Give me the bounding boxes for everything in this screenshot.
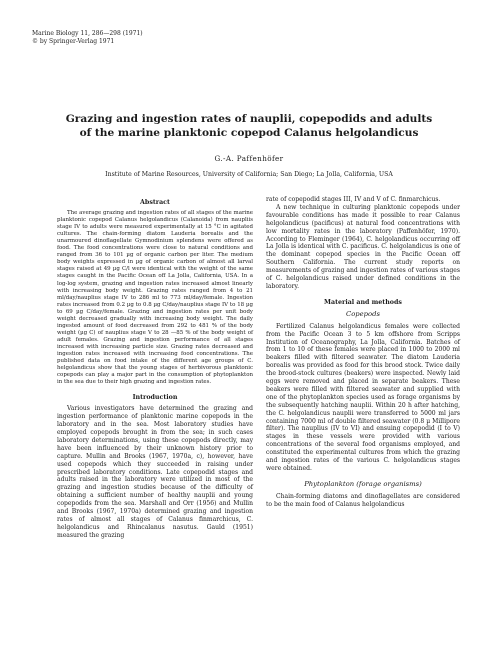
author-affiliation: Institute of Marine Resources, University of California; San Diego; La Jolla, California, USA — [105, 171, 393, 178]
methods-heading: Material and methods — [324, 298, 402, 306]
copepods-text: Fertilized Calanus helgolandicus females were collected from the Pacific Ocean 3 to 5 km offshore from Scripps Institution of Oceanography, La Jolla, California. Batches of from 1 to 10 of these females were placed in 1000 to 2000 ml beakers filled with filtered seawater. The diatom Lauderia borealis was provided as food for this brood stock. Twice daily the brood-stock cultures (beakers) were inspected. Newly laid eggs were removed and placed in separate beakers. These beakers were filled with filtered seawater and supplied with one of the phytoplankton species used as forage organisms by the subsequently hatching nauplii. Within 20 h after hatching, the C. helgolandicus nauplii were transferred to 5000 ml jars containing 7000 ml of double filtered seawater (0.8 µ Millipore filter). The nauplius (IV to VI) and ensuing copepodid (I to V) stages in these vessels were provided with various concentrations of the several food organisms employed, and constituted the experimental cultures from which the grazing and ingestion rates of the various C. helgolandicus stages were obtained. — [266, 322, 460, 472]
journal-citation: Marine Biology 11, 286—298 (1971) — [32, 30, 143, 37]
introduction-continuation: rate of copepodid stages III, IV and V of C. finmarchicus. — [266, 196, 441, 203]
abstract-heading: Abstract — [140, 199, 170, 206]
copepods-heading: Copepods — [346, 309, 380, 318]
abstract-text: The average grazing and ingestion rates of all stages of the marine planktonic copepod Calanus helgolandicus (Calanoida) from naupliis stage IV to adults were measured experimentally at 15 °C in agitated cultures. The chain-forming diatom Lauderia borealis and the unarmoured dinoflagellate Gymnodinium splendens were offered as food. The food concentrations were close to natural conditions and ranged from 36 to 101 µg of organic carbon per liter. The medium body weights expressed in µg of organic carbon of almost all larval stages raised at 49 µg C/l were identical with the weight of the same stages caught in the Pacific Ocean off La Jolla, California, USA. In a log-log system, grazing and ingestion rates increased almost linearly with increasing body weight. Grazing rates ranged from 4 to 21 ml/day/nauplius stage IV to 286 ml to 773 ml/day/female. Ingestion rates increased from 0.2 µg to 0.8 µg C/day/nauplius stage IV to 18 µg to 69 µg C/day/female. Grazing and ingestion rates per unit body weight decreased gradually with increasing body weight. The daily ingested amount of food decreased from 292 to 481 % of the body weight (µg C) of nauplius stage V to 28 —85 % of the body weight of adult females. Grazing and ingestion performance of all stages increased with increasing particle size. Grazing rates decreased and ingestion rates increased with increasing food concentrations. The published data on food intake of the different age groups of C. helgolandicus show that the young stages of herbivorous planktonic copepods can play a major part in the consumption of phytoplankton in the sea due to their high grazing and ingestion rates. — [57, 210, 253, 386]
introduction-paragraph-2: A new technique in culturing planktonic copepods under favourable conditions has made it possible to rear Calanus helgolandicus (pacificus) at natural food concentrations with low mortality rates in the laboratory (Paffenhöfer, 1970). According to Fleminger (1964), C. helgolandicus occurring off La Jolla is identical with C. pacificus. C. helgolandicus is one of the dominant copepod species in the Pacific Ocean off Southern California. The current study reports on measurements of grazing and ingestion rates of various stages of C. helgolandicus raised under defined conditions in the laboratory. — [266, 203, 460, 290]
right-column — [266, 196, 460, 509]
left-column — [57, 196, 253, 540]
introduction-heading: Introduction — [132, 394, 178, 402]
introduction-body — [57, 405, 253, 539]
phytoplankton-heading: Phytoplankton (forage organisms) — [304, 479, 422, 488]
journal-header — [32, 30, 143, 46]
paper-title — [40, 112, 458, 140]
copyright-line: © by Springer-Verlag 1971 — [32, 38, 115, 45]
phytoplankton-text: Chain-forming diatoms and dinoflagellates are considered to be the main food of Calanus helgolandicus — [266, 492, 460, 508]
introduction-text: Various investigators have determined the grazing and ingestion performance of planktonic marine copepods in the laboratory and in the sea. Most laboratory studies have employed copepods brought in from the sea; in such cases laboratory determinations, using these copepods directly, may have been influenced by their unknown history prior to capture. Mullin and Brooks (1967, 1970a, c), however, have used copepods which they succeeded in raising under prescribed laboratory conditions. Late copepodid stages and adults raised in the laboratory were utilized in most of the grazing and ingestion studies because of the difficulty of obtaining a sufficient number of healthy nauplii and young copepodids from the sea. Marshall and Orr (1956) and Mullin and Brooks (1967, 1970a) determined grazing and ingestion rates of almost all stages of Calanus finmarchicus, C. helgolandicus and Rhincalanus nasutus. Gauld (1951) measured the grazing — [57, 405, 253, 539]
abstract-body — [57, 210, 253, 386]
author-name: G.-A. Paffenhöfer — [214, 154, 284, 163]
title-line-1: Grazing and ingestion rates of nauplii, copepodids and adults — [65, 113, 433, 125]
title-line-2: of the marine planktonic copepod Calanus helgolandicus — [79, 127, 419, 139]
